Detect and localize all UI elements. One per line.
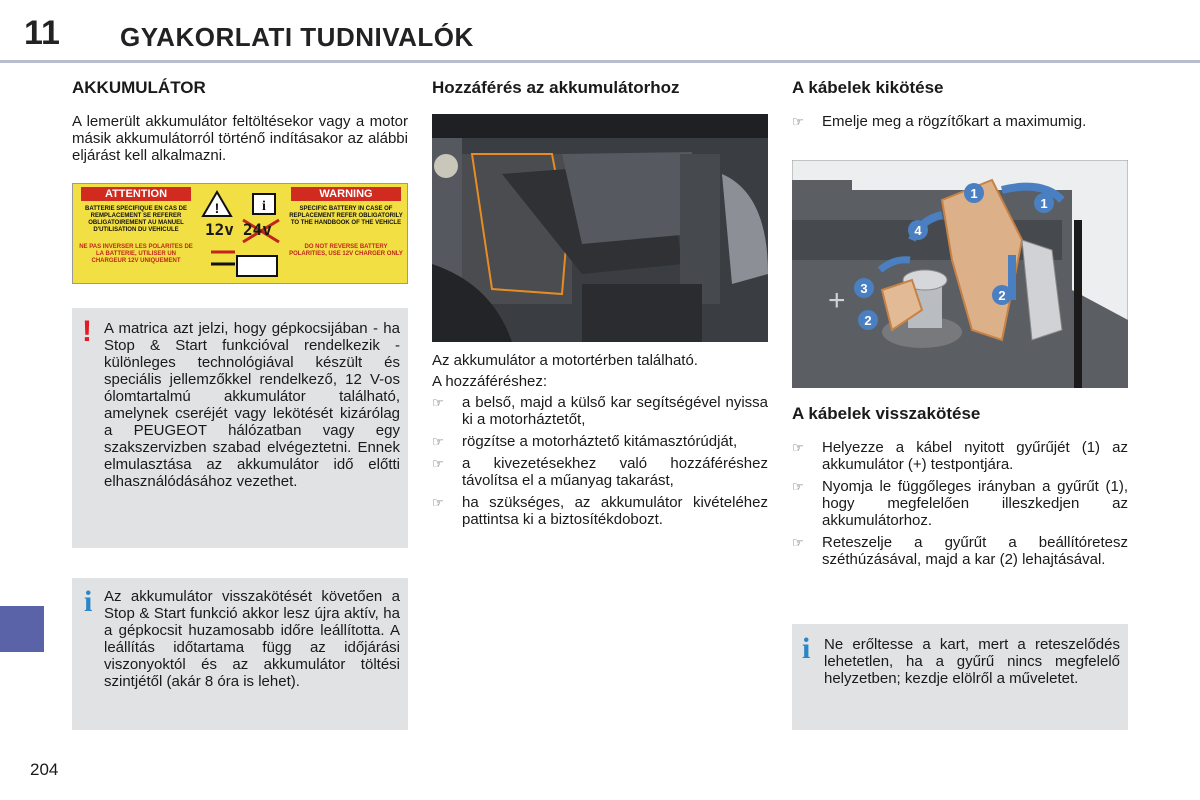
- pointing-hand-icon: ☞: [792, 479, 804, 494]
- pointing-hand-icon: ☞: [432, 495, 444, 510]
- access-caption-2: A hozzáféréshez:: [432, 373, 548, 390]
- column-disconnect: [792, 78, 1128, 135]
- svg-text:!: !: [214, 200, 220, 216]
- list-item-text: a belső, majd a külső kar segítségével nyissa ki a motorháztetőt,: [462, 394, 768, 428]
- label-en-top: SPECIFIC BATTERY IN CASE OF REPLACEMENT REFER OBLIGATORILY TO THE HANDBOOK OF THE VEHICLE: [289, 206, 403, 226]
- label-fr-top: BATTERIE SPECIFIQUE EN CAS DE REMPLACEMENT SE REFERER OBLIGATOIREMENT AU MANUEL D'UTILISATION DU VEHICULE: [85, 206, 187, 233]
- section-heading-reconnect: A kábelek visszakötése: [792, 404, 981, 423]
- battery-intro: A lemerült akkumulátor feltöltésekor vagy a motor másik akkumulátorról történő indításakor az alábbi eljárást kell alkalmazni.: [72, 113, 408, 164]
- column-battery: [72, 78, 408, 164]
- svg-text:3: 3: [860, 281, 868, 296]
- column-reconnect: [792, 404, 1128, 573]
- list-item-text: Emelje meg a rögzítőkart a maximumig.: [822, 113, 1087, 130]
- pointing-hand-icon: ☞: [792, 440, 804, 455]
- label-en-bottom: DO NOT REVERSE BATTERY POLARITIES, USE 12V CHARGER ONLY: [289, 244, 403, 257]
- list-item: [792, 478, 1128, 529]
- svg-text:1: 1: [1040, 196, 1048, 211]
- warning-text: A matrica azt jelzi, hogy gépkocsijában - ha Stop & Start funkcióval rendelkezik - különleges technológiával készült és speciális jellemzőkkel rendelkező, 12 V-os ólomtartalmú akkumulátor található, amelynek cseréjét vagy lekötését kizárólag a PEUGEOT hálózatban vagy egy szakszervizben szabad elvégeztetni. Ennek elmulasztása az akkumulátor idő előtti elhasználódásához vezethet.: [104, 320, 400, 490]
- pointing-hand-icon: ☞: [792, 114, 804, 129]
- list-item-text: Nyomja le függőleges irányban a gyűrűt (1), hogy megfelelően illeszkedjen az akkumulátorhoz.: [822, 478, 1128, 529]
- svg-text:2: 2: [864, 313, 872, 328]
- battery-warning-label: [72, 183, 408, 284]
- svg-text:1: 1: [970, 186, 978, 201]
- access-steps: [432, 394, 768, 528]
- svg-text:2: 2: [998, 288, 1006, 303]
- disconnect-steps: [792, 113, 1128, 130]
- label-attention: ATTENTION: [81, 187, 191, 201]
- terminal-clamp-illustration: [792, 160, 1128, 388]
- list-item-text: rögzítse a motorháztető kitámasztórúdját,: [462, 433, 738, 450]
- info-icon: i: [802, 632, 811, 665]
- plus-sign: +: [828, 284, 846, 317]
- access-instructions: [432, 352, 768, 533]
- column-access: [432, 78, 768, 113]
- svg-text:4: 4: [914, 223, 922, 238]
- chapter-title: GYAKORLATI TUDNIVALÓK: [120, 22, 474, 52]
- label-warning: WARNING: [291, 187, 401, 201]
- section-heading-access: Hozzáférés az akkumulátorhoz: [432, 78, 680, 97]
- access-caption-1: Az akkumulátor a motortérben található.: [432, 352, 698, 369]
- pointing-hand-icon: ☞: [792, 535, 804, 550]
- info-text-reconnect: Ne erőltesse a kart, mert a reteszelődés lehetetlen, ha a gyűrű nincs megfelelő helyzetben; kezdje elölről a műveletet.: [824, 636, 1120, 687]
- list-item: [432, 394, 768, 428]
- list-item-text: Helyezze a kábel nyitott gyűrűjét (1) az akkumulátor (+) testpontjára.: [822, 439, 1128, 473]
- list-item: [792, 113, 1128, 130]
- label-fr-bottom: NE PAS INVERSER LES POLARITES DE LA BATTERIE, UTILISER UN CHARGEUR 12V UNIQUEMENT: [79, 244, 193, 264]
- info-text-battery: Az akkumulátor visszakötését követően a Stop & Start funkció akkor lesz újra aktív, ha a gépkocsit huzamosabb időre leállította. A leállítás időtartama függ az időjárási viszonyoktól és az akkumulátor töltési szintjétől (akár 8 óra is lehet).: [104, 588, 400, 690]
- engine-bay-photo: [432, 114, 768, 342]
- list-item: [792, 534, 1128, 568]
- info-icon: i: [84, 585, 93, 618]
- list-item-text: ha szükséges, az akkumulátor kivételéhez pattintsa ki a biztosítékdobozt.: [462, 494, 768, 528]
- battery-symbol-icon: [237, 256, 277, 276]
- label-12v: 12v: [205, 220, 234, 239]
- exclamation-icon: !: [82, 315, 92, 348]
- list-item: [792, 439, 1128, 473]
- section-heading-disconnect: A kábelek kikötése: [792, 78, 944, 97]
- list-item: [432, 433, 768, 450]
- list-item-text: a kivezetésekhez való hozzáféréshez távolítsa el a műanyag takarást,: [462, 455, 768, 489]
- list-item-text: Reteszelje a gyűrűt a beállítóretesz széthúzásával, majd a kar (2) lehajtásával.: [822, 534, 1128, 568]
- svg-text:i: i: [262, 199, 266, 214]
- pointing-hand-icon: ☞: [432, 434, 444, 449]
- list-item: [432, 494, 768, 528]
- pointing-hand-icon: ☞: [432, 456, 444, 471]
- reconnect-steps: [792, 439, 1128, 568]
- list-item: [432, 455, 768, 489]
- page-number: 204: [30, 760, 59, 779]
- header-rule: [0, 60, 1200, 63]
- label-24v: 24v: [243, 220, 272, 239]
- chapter-side-tab: [0, 606, 44, 652]
- chapter-number: 11: [24, 14, 60, 52]
- section-heading-battery: AKKUMULÁTOR: [72, 78, 206, 97]
- pointing-hand-icon: ☞: [432, 395, 444, 410]
